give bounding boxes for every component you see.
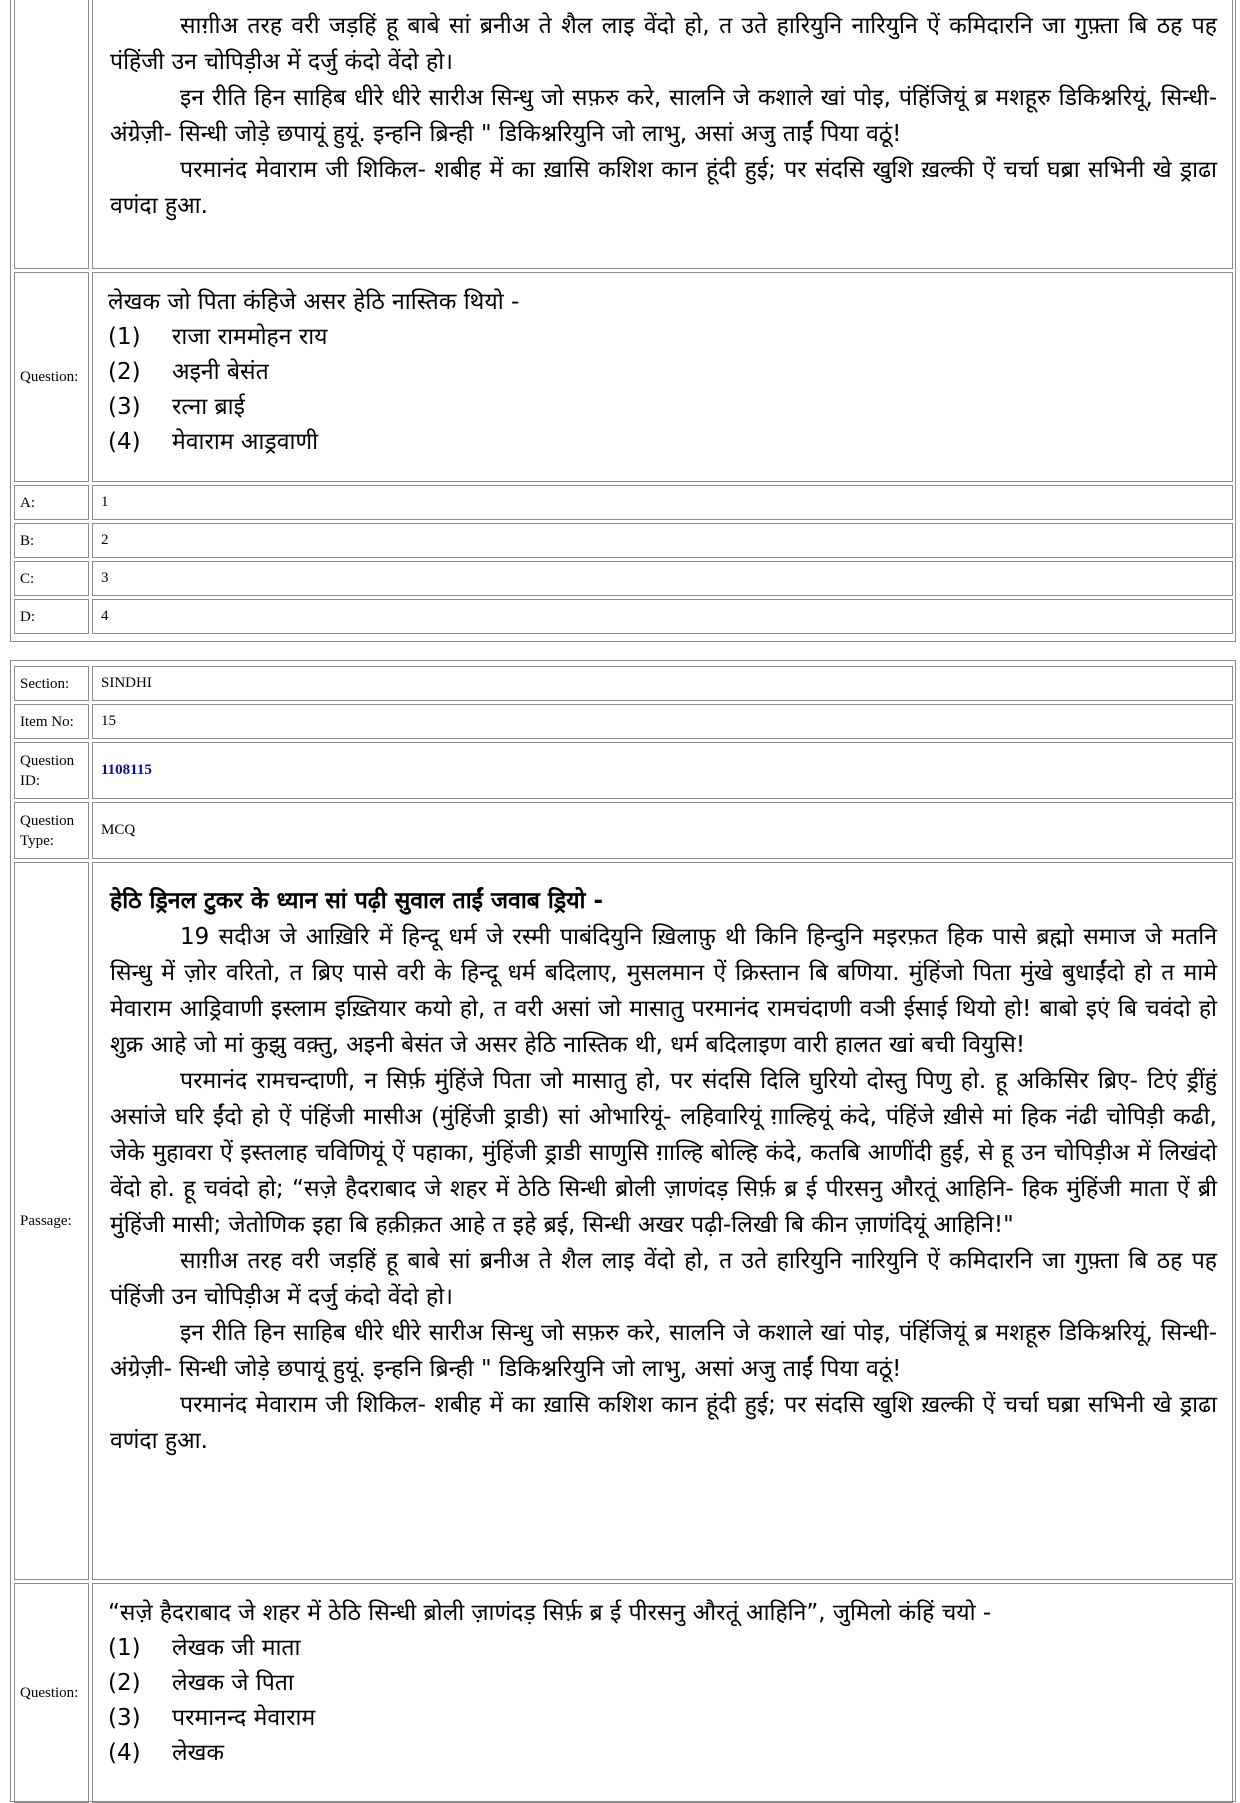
answer-row-a xyxy=(11,485,1235,520)
answer-label: A: xyxy=(14,485,89,520)
section-label: Section: xyxy=(14,666,89,701)
question-label: Question: xyxy=(14,272,89,482)
option-1: (1) लेखक जी माता xyxy=(108,1635,301,1661)
item-value: 15 xyxy=(92,704,1233,739)
option-2: (2) लेखक जे पिता xyxy=(108,1670,294,1696)
passage-row xyxy=(11,0,1235,269)
passage-paragraph: परमानंद मेवाराम जी शिकिल- शबीह में का ख़ासि कशिश कान हूंदी हुई; पर संदसि खुशि ख़ल्की ऐं चर्चा घब्रा सभिनी खे ड्राढा वणंदा हुआ. xyxy=(110,157,1217,219)
passage-label: Passage: xyxy=(14,862,89,1580)
answer-value: 2 xyxy=(92,523,1233,558)
question-text xyxy=(92,1583,1233,1803)
passage-text xyxy=(92,0,1233,269)
question-card-15 xyxy=(10,660,1236,1802)
question-id-value: 1108115 xyxy=(92,742,1233,799)
question-id-row xyxy=(11,742,1235,799)
answer-value: 4 xyxy=(92,599,1233,634)
passage-paragraph: साग़ीअ तरह वरी जड़हिं हू बाबे सां ब्रनीअ ते शैल लाइ वेंदो हो, त उते हारियुनि नारियुनि ऐं कमिदारनि जा गुफ़्ता बि ठह पह पंहिंजी उन चोपिड़ीअ में दर्जु कंदो वेंदो हो। xyxy=(110,1248,1217,1310)
option-4: (4) लेखक xyxy=(108,1740,225,1766)
section-value: SINDHI xyxy=(92,666,1233,701)
passage-paragraph: इन रीति हिन साहिब धीरे धीरे सारीअ सिन्धु जो सफ़रु करे, सालनि जे कशाले खां पोइ, पंहिंजियूं ब्र मशहूरु डिकिश्नरियूं, सिन्धी- अंग्रेज़ी- सिन्धी जोड़े छपायूं हुयूं. इन्हनि ब्रिन्ही " डिकिश्नरियुनि जो लाभु, असां अजु ताईं पिया वठूं! xyxy=(110,85,1217,147)
passage-paragraph: साग़ीअ तरह वरी जड़हिं हू बाबे सां ब्रनीअ ते शैल लाइ वेंदो हो, त उते हारियुनि नारियुनि ऐं कमिदारनि जा गुफ़्ता बि ठह पह पंहिंजी उन चोपिड़ीअ में दर्जु कंदो वेंदो हो। xyxy=(110,13,1217,75)
option-3: (3) परमानन्द मेवाराम xyxy=(108,1705,316,1731)
question-type-label: Question Type: xyxy=(14,802,89,859)
answer-value: 3 xyxy=(92,561,1233,596)
question-stem: लेखक जो पिता कंहिजे असर हेठि नास्तिक थियो - xyxy=(108,289,520,315)
answer-row-d xyxy=(11,599,1235,634)
answer-label: D: xyxy=(14,599,89,634)
passage-paragraph: 19 सदीअ जे आख़िरि में हिन्दू धर्म जे रस्मी पाबंदियुनि ख़िलाफ़ु थी किनि हिन्दुनि मइरफ़त हिक पासे ब्रह्मो समाज जे मतनि सिन्धु में ज़ोर वरितो, त ब्रिए पासे वरी के हिन्दू धर्म बदिलाए, मुसलमान ऐं क्रिस्तान बि बणिया. मुंहिंजो पिता मुंखे बुधाईंदो हो त मामे मेवाराम आड्रिवाणी इस्लाम इख़्तियार कयो हो, त वरी असां जो मासातु परमानंद रामचंदाणी वञी ईसाई थियो हो! बाबो इएं बि चवंदो हो शुक्र आहे जो मां कुझु वक़्तु, अइनी बेसंत जे असर हेठि नास्तिक थी, धर्म बदिलाइण वारी हालत खां बची वियुसि! xyxy=(110,924,1217,1058)
answer-value: 1 xyxy=(92,485,1233,520)
question-type-value: MCQ xyxy=(92,802,1233,859)
question-card-14 xyxy=(10,0,1236,642)
item-label: Item No: xyxy=(14,704,89,739)
answer-row-b xyxy=(11,523,1235,558)
passage-row xyxy=(11,862,1235,1580)
question-label: Question: xyxy=(14,1583,89,1803)
item-row xyxy=(11,704,1235,739)
option-1: (1) राजा राममोहन राय xyxy=(108,324,328,350)
section-row xyxy=(11,666,1235,701)
question-type-row xyxy=(11,802,1235,859)
option-4: (4) मेवाराम आड्रवाणी xyxy=(108,429,319,455)
option-3: (3) रत्ना ब्राई xyxy=(108,394,245,420)
passage-text xyxy=(92,862,1233,1580)
passage-label-cell xyxy=(14,0,89,269)
answer-label: C: xyxy=(14,561,89,596)
answer-label: B: xyxy=(14,523,89,558)
option-2: (2) अइनी बेसंत xyxy=(108,359,269,385)
passage-paragraph: परमानंद मेवाराम जी शिकिल- शबीह में का ख़ासि कशिश कान हूंदी हुई; पर संदसि खुशि ख़ल्की ऐं चर्चा घब्रा सभिनी खे ड्राढा वणंदा हुआ. xyxy=(110,1392,1217,1454)
question-id-label: Question ID: xyxy=(14,742,89,799)
question-text xyxy=(92,272,1233,482)
passage-heading: हेठि ड्रिनल टुकर के ध्यान सां पढ़ी सुवाल ताईं जवाब ड्रियो - xyxy=(110,888,604,914)
question-stem: “सज़े हैदराबाद जे शहर में ठेठि सिन्धी ब्रोली ज़ाणंदड़ सिर्फ़ ब्र ई पीरसनु औरतूं आहिनि”, जुमिलो कंहिं चयो - xyxy=(108,1600,992,1626)
answer-row-c xyxy=(11,561,1235,596)
passage-paragraph: परमानंद रामचन्दाणी, न सिर्फ़ मुंहिंजे पिता जो मासातु हो, पर संदसि दिलि घुरियो दोस्तु पिणु हो. हू अकिसिर ब्रिए- टिएं ड्रींहुं असांजे घरि ईंदो हो ऐं पंहिंजी मासीअ (मुंहिंजी ड्राडी) सां ओभारियूं- लहिवारियूं ग़ाल्हियूं कंदे, पंहिंजे ख़ीसे मां हिक नंढी चोपिड़ी कढी, जेके मुहावरा ऐं इस्तलाह चविणियूं ऐं पहाका, मुंहिंजी ड्राडी साणुसि ग़ाल्हि बोल्हि कंदे, कतबि आणींदी हुई, से हू उन चोपिड़ीअ में लिखंदो वेंदो हो. हू चवंदो हो; “सज़े हैदराबाद जे शहर में ठेठि सिन्धी ब्रोली ज़ाणंदड़ सिर्फ़ ब्र ई पीरसनु औरतूं आहिनि- हिक मुंहिंजी माता ऐं ब्री मुंहिंजी मासी; जेतोणिक इहा बि हक़ीक़त आहे त इहे ब्रई, सिन्धी अखर पढ़ी-लिखी बि कीन ज़ाणंदियूं आहिनि!" xyxy=(110,1068,1217,1238)
question-row xyxy=(11,1583,1235,1803)
question-row xyxy=(11,272,1235,482)
passage-paragraph: इन रीति हिन साहिब धीरे धीरे सारीअ सिन्धु जो सफ़रु करे, सालनि जे कशाले खां पोइ, पंहिंजियूं ब्र मशहूरु डिकिश्नरियूं, सिन्धी- अंग्रेज़ी- सिन्धी जोड़े छपायूं हुयूं. इन्हनि ब्रिन्ही " डिकिश्नरियुनि जो लाभु, असां अजु ताईं पिया वठूं! xyxy=(110,1320,1217,1382)
